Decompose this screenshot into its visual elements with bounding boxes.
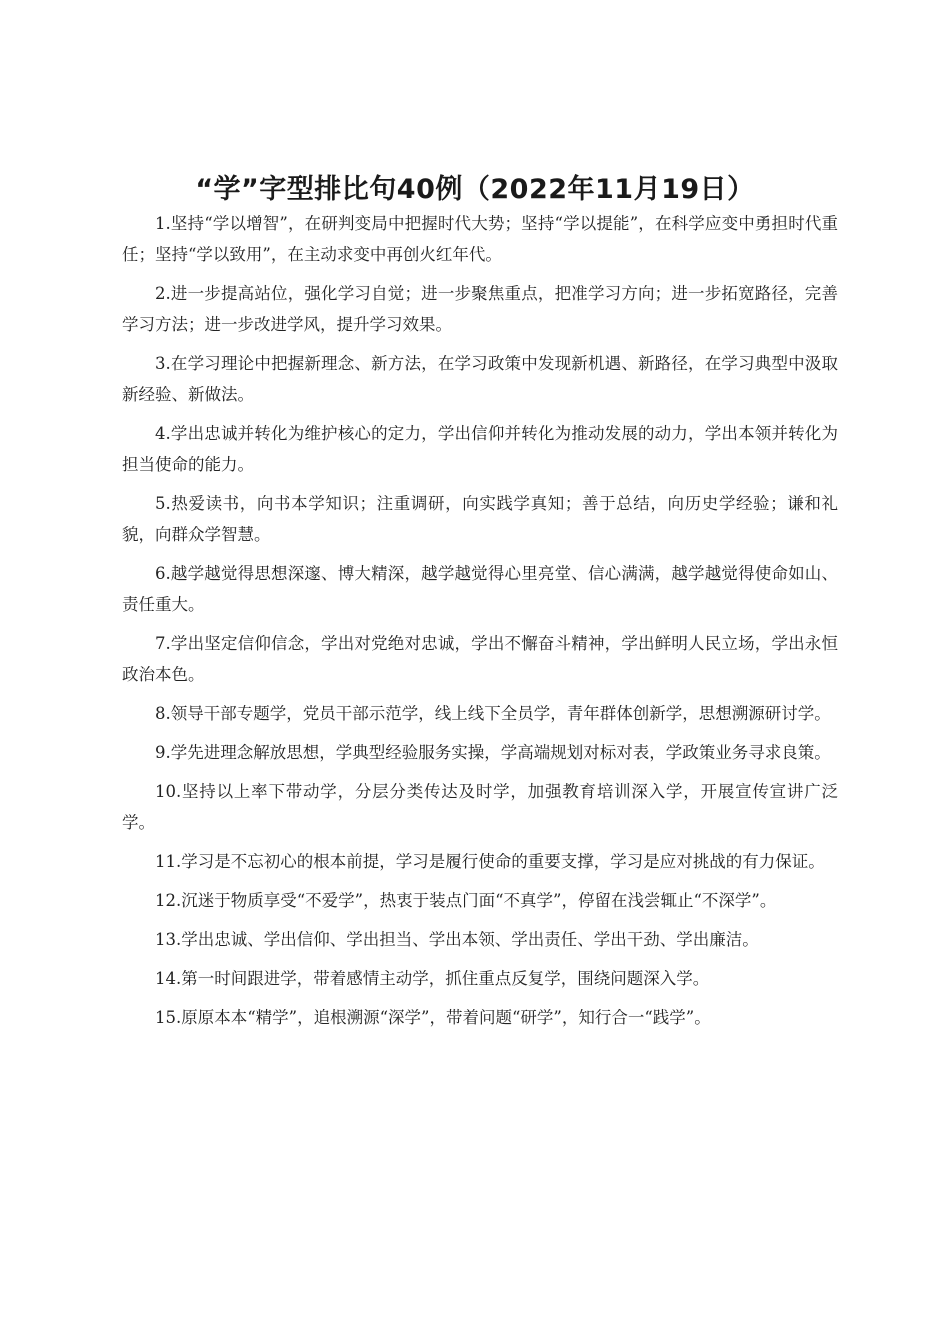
document-body — [122, 208, 838, 1041]
document-title: “学”字型排比句40例（2022年11月19日） — [195, 174, 755, 206]
list-item: 9.学先进理念解放思想，学典型经验服务实操，学高端规划对标对表，学政策业务寻求良策。 — [155, 743, 831, 762]
list-item: 5.热爱读书，向书本学知识；注重调研，向实践学真知；善于总结，向历史学经验；谦和礼貌，向群众学智慧。 — [122, 494, 838, 544]
list-item: 6.越学越觉得思想深邃、博大精深，越学越觉得心里亮堂、信心满满，越学越觉得使命如山、责任重大。 — [122, 564, 838, 614]
list-item: 13.学出忠诚、学出信仰、学出担当、学出本领、学出责任、学出干劲、学出廉洁。 — [155, 930, 759, 949]
list-item: 15.原原本本“精学”，追根溯源“深学”，带着问题“研学”，知行合一“践学”。 — [155, 1008, 711, 1027]
list-item: 14.第一时间跟进学，带着感情主动学，抓住重点反复学，围绕问题深入学。 — [155, 969, 710, 988]
list-item: 4.学出忠诚并转化为维护核心的定力，学出信仰并转化为推动发展的动力，学出本领并转化为担当使命的能力。 — [122, 424, 838, 474]
list-item: 7.学出坚定信仰信念，学出对党绝对忠诚，学出不懈奋斗精神，学出鲜明人民立场，学出永恒政治本色。 — [122, 634, 838, 684]
list-item: 8.领导干部专题学，党员干部示范学，线上线下全员学，青年群体创新学，思想溯源研讨学。 — [155, 704, 831, 723]
list-item: 10.坚持以上率下带动学，分层分类传达及时学，加强教育培训深入学，开展宣传宣讲广泛学。 — [122, 782, 838, 832]
list-item: 11.学习是不忘初心的根本前提，学习是履行使命的重要支撑，学习是应对挑战的有力保证。 — [155, 852, 825, 871]
list-item: 12.沉迷于物质享受“不爱学”，热衷于装点门面“不真学”，停留在浅尝辄止“不深学”。 — [155, 891, 777, 910]
list-item: 1.坚持“学以增智”，在研判变局中把握时代大势；坚持“学以提能”，在科学应变中勇担时代重任；坚持“学以致用”，在主动求变中再创火红年代。 — [122, 214, 838, 264]
list-item: 2.进一步提高站位，强化学习自觉；进一步聚焦重点，把准学习方向；进一步拓宽路径，完善学习方法；进一步改进学风，提升学习效果。 — [122, 284, 838, 334]
list-item: 3.在学习理论中把握新理念、新方法，在学习政策中发现新机遇、新路径，在学习典型中汲取新经验、新做法。 — [122, 354, 838, 404]
